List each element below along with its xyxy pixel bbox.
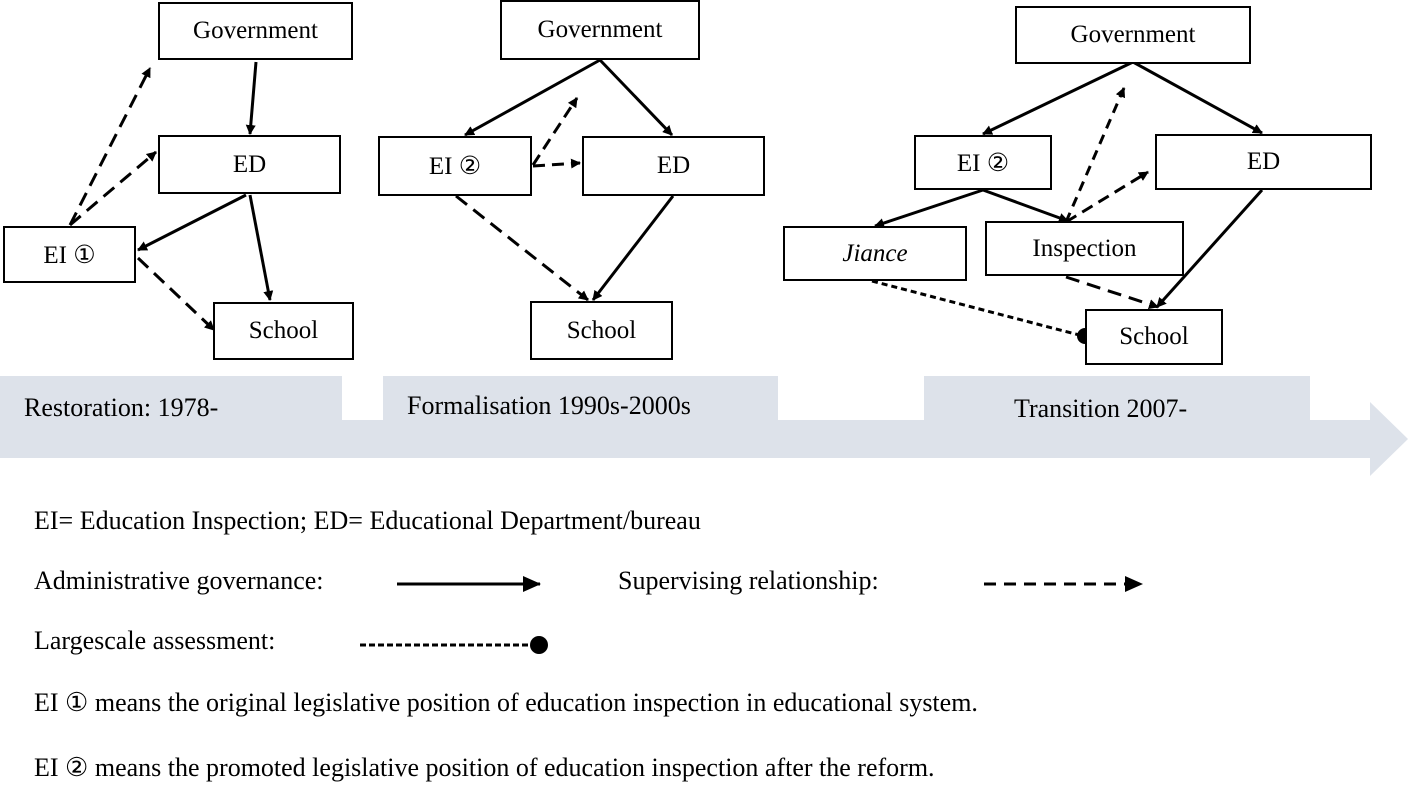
p2-ed-box: ED: [582, 136, 765, 196]
p1-school-box: School: [213, 302, 354, 360]
edge-inspection-to-school-supervise: [1066, 277, 1158, 307]
edge-ei-to-school-supervise: [456, 196, 588, 300]
p3-jiance-box: Jiance: [783, 226, 967, 281]
p3-inspection-box: Inspection: [985, 221, 1184, 276]
p2-ei-box: EI ②: [378, 136, 532, 196]
p2-government-box: Government: [500, 0, 700, 60]
legend-ei2-note: EI ② means the promoted legislative position of education inspection after the reform.: [34, 753, 935, 782]
p2-school-box: School: [530, 301, 673, 360]
period1-edges: [70, 62, 270, 330]
edge-ei-to-ed-supervise: [533, 163, 580, 166]
p3-school-box: School: [1085, 309, 1223, 365]
legend-ei1-note: EI ① means the original legislative position of education inspection in educational system.: [34, 688, 978, 717]
edge-ei-to-gov-supervise: [70, 68, 150, 225]
timeline-band: [0, 376, 1408, 476]
p3-ei-box: EI ②: [914, 135, 1052, 190]
legend-abbreviations: EI= Education Inspection; ED= Educational Department/bureau: [34, 506, 701, 535]
edge-ei-to-inspection: [983, 190, 1068, 221]
edge-ei-to-school-supervise: [138, 258, 214, 330]
legend-admin-label: Administrative governance:: [34, 566, 324, 595]
edge-gov-to-ei: [465, 60, 600, 135]
p1-government-box: Government: [158, 2, 353, 60]
period-label-restoration: Restoration: 1978-: [24, 393, 219, 422]
p3-government-box: Government: [1015, 6, 1251, 64]
edge-ei-to-ed-supervise: [70, 152, 156, 225]
edge-ei-to-gov-supervise: [533, 98, 577, 165]
edge-gov-to-ed: [600, 60, 672, 135]
period-label-transition: Transition 2007-: [1014, 394, 1188, 423]
period-label-formalisation: Formalisation 1990s-2000s: [407, 391, 691, 420]
legend-assessment-dot: [530, 636, 548, 654]
edge-jiance-to-school-assessment: [872, 281, 1083, 336]
p3-ed-box: ED: [1155, 134, 1372, 190]
edge-gov-to-ei: [983, 62, 1133, 134]
edge-inspection-to-gov-supervise: [1066, 88, 1124, 222]
edge-gov-to-ed: [250, 62, 256, 134]
period3-edges: [872, 62, 1262, 344]
edge-ed-to-school: [593, 196, 673, 300]
p1-ei-box: EI ①: [3, 226, 136, 283]
p1-ed-box: ED: [158, 135, 341, 194]
edge-ed-to-ei: [138, 195, 246, 250]
edge-inspection-to-ed-supervise: [1066, 172, 1148, 222]
edge-gov-to-ed: [1133, 62, 1262, 133]
edge-ed-to-school: [250, 195, 270, 300]
legend-assessment-label: Largescale assessment:: [34, 626, 276, 655]
edge-ei-to-jiance: [875, 190, 983, 226]
legend-supervise-label: Supervising relationship:: [618, 566, 879, 595]
